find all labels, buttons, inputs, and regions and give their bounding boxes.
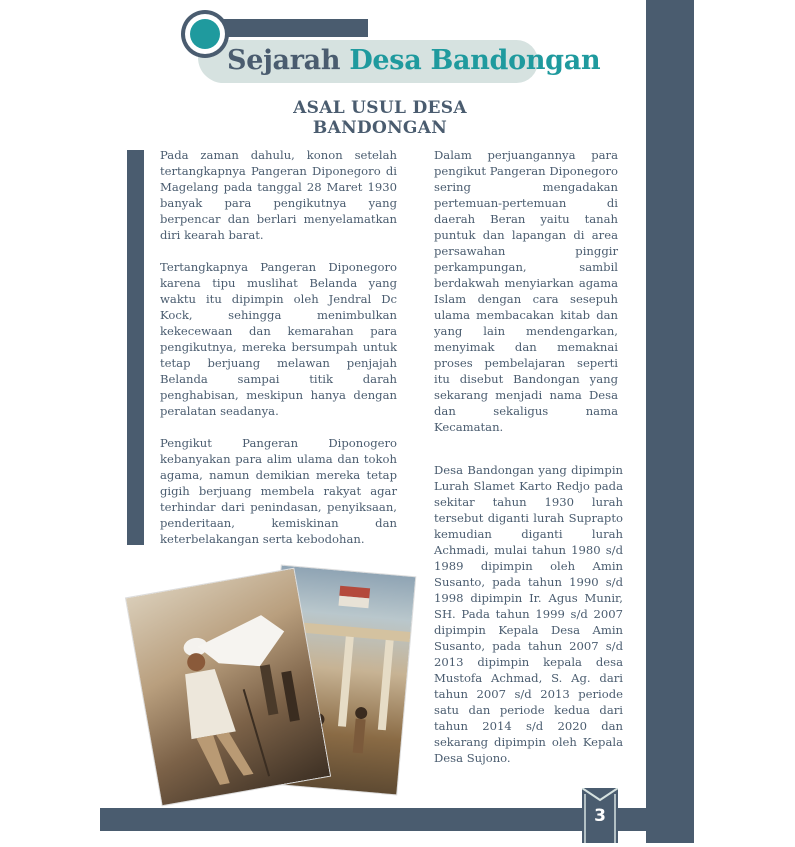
header-circle-core <box>190 19 220 49</box>
page-title-part2: Desa Bandongan <box>349 45 601 76</box>
page-title <box>227 44 600 78</box>
section-subtitle: ASAL USUL DESA BANDONGAN <box>293 98 467 138</box>
right-paragraph-2: Desa Bandongan yang dipimpin Lurah Slamet Karto Redjo pada sekitar tahun 1930 lurah tersebut diganti lurah Suprapto kemudian diganti lurah Achmadi, mulai tahun 1980 s/d 1989 dipimpin oleh Amin Susanto, pada tahun 1990 s/d 1998 dipimpin Ir. Agus Munir, SH. Pada tahun 1999 s/d 2007 dipimpin Kepala Desa Amin Susanto, pada tahun 2007 s/d 2013 dipimpin kepala desa Mustofa Achmad, S. Ag. dari tahun 2007 s/d 2013 periode satu dan periode kedua dari tahun 2014 s/d 2020 dan sekarang dipimpin oleh Kepala Desa Sujono. <box>434 463 623 765</box>
right-decorative-band <box>646 0 694 843</box>
left-paragraph-3: Pengikut Pangeran Diponogero kebanyakan para alim ulama dan tokoh agama, namun demikian mereka tetap gigih berjuang membela rakyat agar terhindar dari penindasan, penyiksaan, penderitaan, kemiskinan dan keterbelakangan serta kebodohan. <box>160 436 397 546</box>
left-text-column <box>160 147 397 563</box>
left-paragraph-1: Pada zaman dahulu, konon setelah tertangkapnya Pangeran Diponegoro di Magelang pada tanggal 28 Maret 1930 banyak para pengikutnya yang berpencar dan berlari menyelamatkan diri kearah barat. <box>160 148 397 242</box>
page-number: 3 <box>594 806 606 826</box>
left-paragraph-2: Tertangkapnya Pangeran Diponegoro karena tipu muslihat Belanda yang waktu itu dipimpin oleh Jendral Dc Kock, sehingga menimbulkan kekecewaan dan kemarahan para pengikutnya, mereka bersumpah untuk tetap berjuang melawan penjajah Belanda sampai titik darah penghabisan, meskipun hanya dengan peralatan seadanya. <box>160 260 397 418</box>
right-paragraph-1: Dalam perjuangannya para pengikut Pangeran Diponegoro sering mengadakan pertemuan-pertemuan di daerah Beran yaitu tanah puntuk dan lapangan di area persawahan pinggir perkampungan, sambil berdakwah menyiarkan agama Islam dengan cara sesepuh ulama membacakan kitab dan yang lain mendengarkan, menyimak dan memaknai proses pembelajaran seperti itu disebut Bandongan yang sekarang menjadi nama Desa dan sekaligus nama Kecamatan. <box>434 148 618 434</box>
historical-painting-photo-1 <box>126 569 330 805</box>
left-accent-bar <box>127 150 144 545</box>
right-text-column-bottom <box>434 462 623 782</box>
right-text-column-top <box>434 147 618 451</box>
page-title-part1: Sejarah <box>227 45 341 76</box>
